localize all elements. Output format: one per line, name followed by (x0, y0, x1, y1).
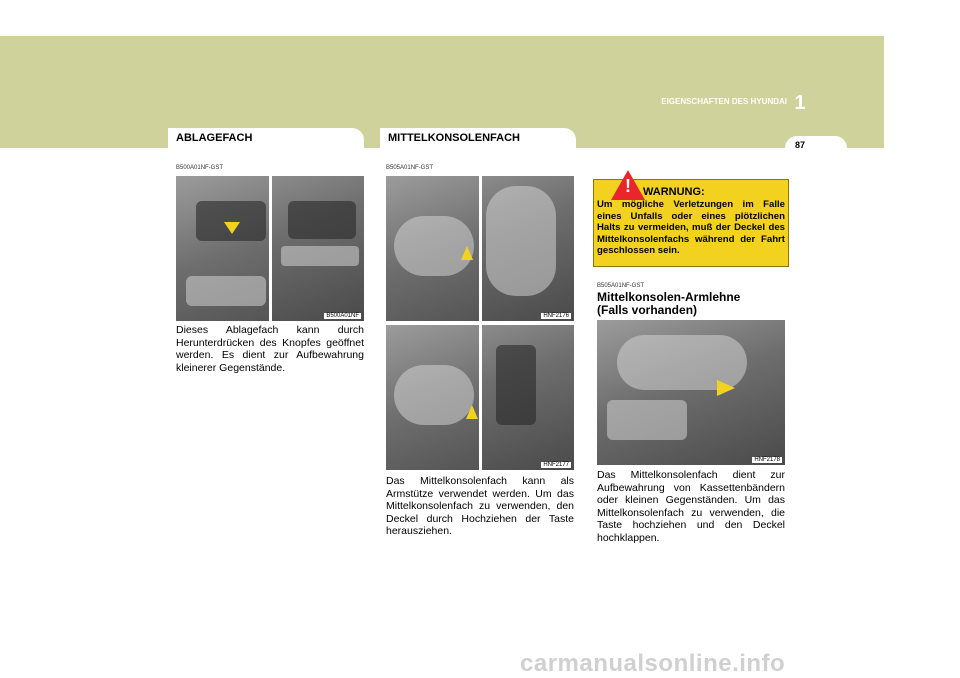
chapter-title: EIGENSCHAFTEN DES HYUNDAI (661, 97, 787, 106)
mittelkonsolenfach-description: Das Mittelkonsolenfach kann als Armstütze verwendet werden. Um das Mittelkonsolenfach zu verwenden, den Deckel durch Hochziehen der Taste herausziehen. (386, 475, 574, 537)
section-code: B505A01NF-GST (386, 165, 434, 171)
console-photo-closed (386, 176, 574, 321)
storage-tray-photo (176, 176, 364, 321)
photo-tag: HNF2178 (754, 457, 780, 463)
armrest-heading-line2: (Falls vorhanden) (597, 303, 698, 317)
warning-title: WARNUNG: (643, 186, 705, 198)
warning-mark: ! (625, 176, 631, 196)
section-title-ablagefach: ABLAGEFACH (168, 128, 364, 148)
ablagefach-description: Dieses Ablagefach kann durch Herunterdrücken des Knopfes geöffnet werden. Es dient zur Aufbewahrung kleinerer Gegenstände. (176, 324, 364, 374)
armrest-photo (597, 320, 785, 465)
armrest-heading-line1: Mittelkonsolen-Armlehne (597, 290, 741, 304)
console-photo-open (386, 325, 574, 470)
section-code: B500A01NF-GST (176, 165, 224, 171)
page-number: 87 (794, 140, 805, 150)
section-title-mittelkonsolenfach: MITTELKONSOLENFACH (380, 128, 576, 148)
warning-text: Um mögliche Verletzungen im Falle eines Unfalls oder eines plötzlichen Halts zu vermeiden, muß der Deckel des Mittelkonsolenfachs während der Fahrt geschlossen sein. (597, 199, 785, 256)
photo-tag: HNF2176 (543, 313, 569, 319)
watermark: carmanualsonline.info (520, 650, 786, 677)
armrest-description: Das Mittelkonsolenfach dient zur Aufbewahrung von Kassettenbändern oder kleinen Gegenständen. Um das Mittelkonsolenfach zu verwenden, die Taste hochziehen und den Deckel hochklappen. (597, 469, 785, 544)
photo-tag: B500A01NF (326, 313, 359, 319)
chapter-number: 1 (794, 92, 806, 114)
armrest-heading (597, 291, 740, 317)
section-code: B505A01NF-GST (597, 283, 645, 289)
photo-tag: HNF2177 (543, 462, 569, 468)
